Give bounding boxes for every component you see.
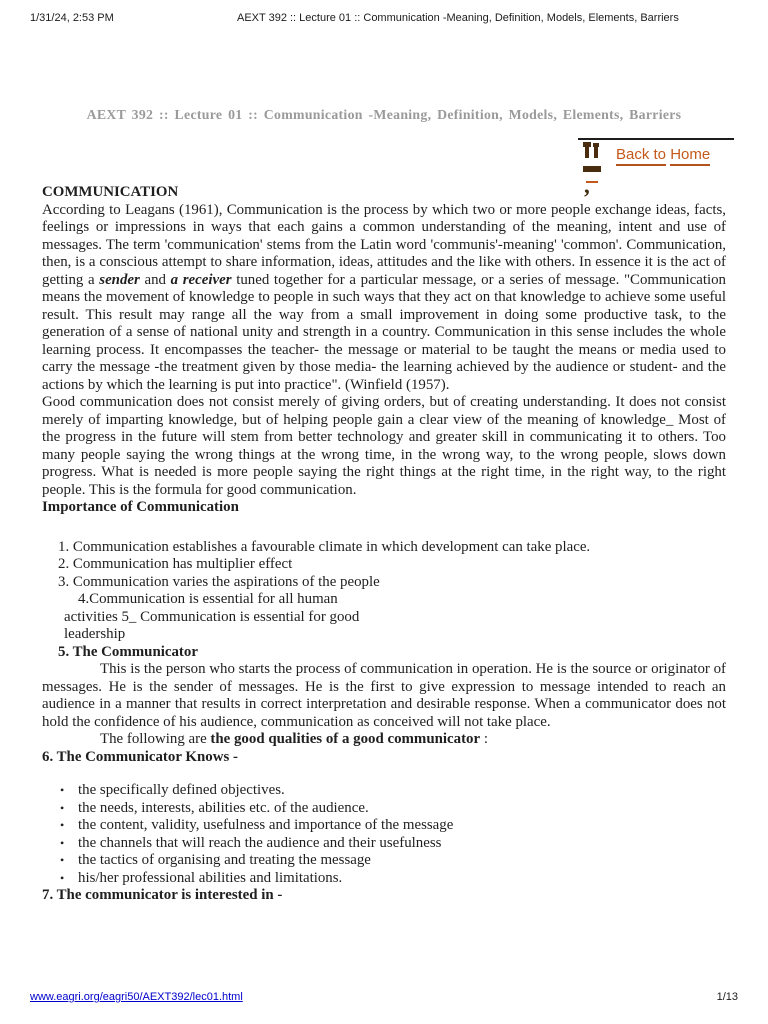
following-bold-text: the good qualities of a good communicator xyxy=(210,731,481,747)
intro-emphasis-sender: sender xyxy=(99,271,140,288)
bullet-icon: • xyxy=(60,853,65,867)
following-suffix: : xyxy=(480,731,488,747)
bullet-icon: • xyxy=(60,870,65,885)
list-item-continuation: activities 5_ Communication is essential for good xyxy=(64,608,360,625)
back-to-home-label-part2[interactable]: Home xyxy=(670,146,710,166)
page-title: AEXT 392 :: Lecture 01 :: Communication -Meaning, Definition, Models, Elements, Barriers xyxy=(86,107,682,122)
intro-emphasis-receiver: a receiver xyxy=(170,271,232,288)
bullet-icon: • xyxy=(60,783,65,797)
list-item-text: the specifically defined objectives. xyxy=(78,782,285,798)
paragraph-following xyxy=(42,731,726,749)
bullet-icon: • xyxy=(60,818,65,832)
list-item xyxy=(42,817,726,835)
knows-list xyxy=(42,782,726,887)
list-item xyxy=(42,800,726,818)
heading-importance: Importance of Communication xyxy=(42,499,239,515)
following-text: The following are xyxy=(100,731,211,747)
back-to-home-label-part1[interactable]: Back to xyxy=(616,146,666,166)
stray-comma: , xyxy=(584,173,590,198)
list-item-continuation: leadership xyxy=(64,626,126,642)
list-item-text: his/her professional abilities and limitations. xyxy=(78,869,343,886)
paragraph-intro xyxy=(42,202,726,395)
list-item: 3. Communication varies the aspirations of the people xyxy=(58,573,380,590)
list-item-text: the content, validity, usefulness and importance of the message xyxy=(78,817,454,833)
list-item: 4.Communication is essential for all human xyxy=(78,591,338,607)
list-item xyxy=(42,870,726,888)
heading-the-communicator: 5. The Communicator xyxy=(58,643,198,660)
divider xyxy=(578,138,734,140)
bullet-icon: • xyxy=(60,835,65,850)
broken-image-icon[interactable] xyxy=(583,142,601,173)
paragraph-good-communication: Good communication does not consist merely of giving orders, but of creating understanding. It does not consist merely of imparting knowledge, but of helping people gain a clear view of the meaning of knowledge_ Most of the progress in the future will stem from better technology and greater skill in communicating it to others. Too many people saying the wrong things at the wrong time, in the wrong way, to the wrong people, slows down progress. What is needed is more people saying the right things at the right time, in the right way, to the right people. This is the formula for good communication. xyxy=(42,394,726,498)
importance-list xyxy=(42,539,726,644)
list-item-text: the tactics of organising and treating the message xyxy=(78,852,371,868)
list-item: 2. Communication has multiplier effect xyxy=(58,556,293,572)
list-item-text: the channels that will reach the audience and their usefulness xyxy=(78,834,442,851)
heading-communicator-knows: 6. The Communicator Knows - xyxy=(42,748,238,765)
document-body xyxy=(42,184,726,905)
paragraph-communicator: This is the person who starts the process of communication in operation. He is the source or originator of messages. He is the sender of messages. He is the first to give expression to message intended to reach an audience in a manner that results in correct interpretation and desirable response. When a communicator does not hold the confidence of his audience, communication as conceived will not take place. xyxy=(42,661,726,730)
intro-text-1: According to Leagans (1961), Communication is the process by which two or more people exchange ideas, facts, feelings or impressions in ways that each gains a common understanding of the meaning, intent and use of messages. The term 'communication' stems from the Latin word 'communis'-meaning' 'common'. Communication, then, is a conscious attempt to share information, ideas, attitudes and the like with others. In essence it is the act of getting a xyxy=(42,201,726,288)
list-item: 1. Communication establishes a favourable climate in which development can take place. xyxy=(58,538,591,555)
bullet-icon: • xyxy=(60,800,65,815)
list-item xyxy=(42,782,726,800)
list-item xyxy=(42,852,726,870)
list-item xyxy=(42,835,726,853)
print-datetime: 1/31/24, 2:53 PM xyxy=(30,12,114,24)
page-number-indicator: 1/13 xyxy=(716,991,738,1003)
list-item-text: the needs, interests, abilities etc. of the audience. xyxy=(78,799,369,816)
print-footer-url: www.eagri.org/eagri50/AEXT392/lec01.html xyxy=(30,991,243,1003)
back-to-home-link[interactable] xyxy=(616,146,710,163)
intro-text-mid: and xyxy=(139,271,171,288)
section-heading-communication: COMMUNICATION xyxy=(42,184,179,200)
heading-communicator-interested: 7. The communicator is interested in - xyxy=(42,887,283,903)
print-header-title: AEXT 392 :: Lecture 01 :: Communication -Meaning, Definition, Models, Elements, Barriers xyxy=(237,12,679,24)
intro-text-2: tuned together for a particular message, or a series of message. "Communication means the movement of knowledge to people in such ways that they act on that knowledge to achieve some useful result. This result may range all the way from a small improvement in doing some productive task, to the generation of a sense of national unity and strength in a country. Communication in this sense includes the whole learning process. It encompasses the teacher- the message or material to be taught the means or media used to carry the message -the treatment given by those media- the learning achieved by the audience or student- and the actions by which the learning is put into practice". (Winfield (1957). xyxy=(42,271,726,393)
